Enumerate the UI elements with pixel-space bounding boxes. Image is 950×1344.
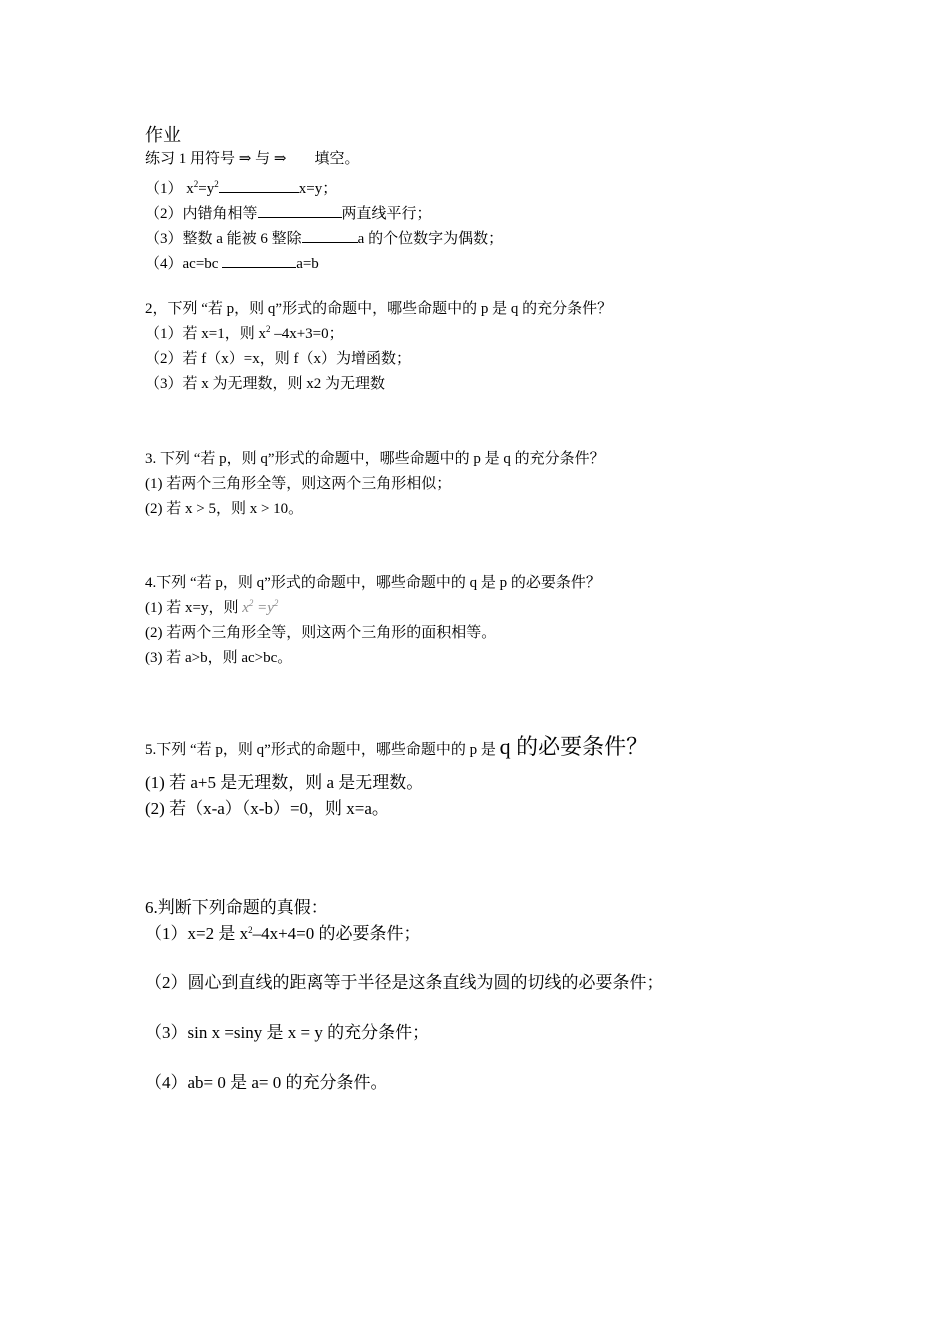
question-3-item-1: (1) 若两个三角形全等，则这两个三角形相似； [145, 476, 452, 492]
exercise-1-item-1 [145, 178, 337, 197]
item-text: 两直线平行； [341, 206, 432, 222]
math-x: x [242, 600, 249, 616]
implies-symbol: ⇒ [273, 151, 287, 167]
item-text: 5.下列 “若 p，则 q”形式的命题中，哪些命题中的 p 是 [145, 742, 500, 758]
superscript: 2 [214, 179, 219, 189]
fill-blank [219, 178, 299, 193]
question-4-item-1 [145, 598, 279, 616]
question-6-item-4: （4）ab= 0 是 a= 0 的充分条件。 [145, 1073, 388, 1092]
question-6-item-3: （3）sin x =siny 是 x = y 的充分条件； [145, 1023, 430, 1042]
item-text: （4）ac=bc [145, 256, 223, 272]
item-text: q 的必要条件？ [499, 734, 649, 759]
item-text: （1） x [145, 181, 194, 197]
superscript: 2 [193, 179, 199, 189]
item-text: （1）若 x=1，则 x [145, 326, 266, 342]
exercise-1-item-4 [145, 253, 319, 272]
exercise-1-heading [145, 152, 359, 167]
question-2-item-1 [145, 324, 344, 342]
superscript: 2 [248, 598, 254, 608]
question-3-heading: 3. 下列 “若 p，则 q”形式的命题中，哪些命题中的 p 是 q 的充分条件？ [145, 451, 605, 467]
superscript: 2 [248, 925, 253, 935]
question-4-heading: 4.下列 “若 p，则 q”形式的命题中，哪些命题中的 q 是 p 的必要条件？ [145, 575, 601, 591]
item-text: =y [198, 181, 215, 197]
question-3-item-2: (2) 若 x > 5，则 x > 10。 [145, 501, 304, 517]
exercise-1-item-3 [145, 228, 503, 247]
question-2-heading: 2，下列 “若 p，则 q”形式的命题中，哪些命题中的 p 是 q 的充分条件？ [145, 301, 613, 317]
question-5-heading [145, 736, 648, 758]
item-text: –4x+4=0 的必要条件； [252, 924, 421, 943]
question-6-heading: 6.判断下列命题的真假： [145, 898, 328, 917]
superscript: 2 [265, 324, 271, 334]
exercise-1-heading-text: 练习 1 用符号 [145, 151, 239, 167]
math-equals: = [253, 600, 268, 616]
item-text: –4x+3=0； [270, 326, 344, 342]
fill-blank [302, 228, 358, 243]
item-text: （3）整数 a 能被 6 整除 [145, 231, 302, 247]
question-6-item-1 [145, 925, 421, 942]
item-text: a=b [296, 256, 319, 272]
fill-blank [222, 253, 296, 268]
superscript: 2 [273, 598, 279, 608]
fill-blank [258, 203, 342, 218]
exercise-1-heading-and: 与 [251, 151, 274, 167]
item-text: (1) 若 x=y，则 [145, 600, 243, 616]
math-y: y [267, 600, 274, 616]
question-4-item-3: (3) 若 a>b，则 ac>bc。 [145, 650, 293, 666]
question-5-item-2: (2) 若（x-a）（x-b）=0，则 x=a。 [145, 799, 389, 818]
question-6-item-2: （2）圆心到直线的距离等于半径是这条直线为圆的切线的必要条件； [145, 973, 664, 992]
item-text: （1）x=2 是 x [145, 924, 249, 943]
exercise-1-heading-fill: 填空。 [314, 151, 360, 167]
exercise-1-item-2 [145, 203, 432, 222]
item-text: x=y； [298, 181, 338, 197]
page-title: 作业 [145, 125, 181, 146]
question-2-item-3: （3）若 x 为无理数，则 x2 为无理数 [145, 376, 386, 392]
question-4-item-2: (2) 若两个三角形全等，则这两个三角形的面积相等。 [145, 625, 497, 641]
question-2-item-2: （2）若 f（x）=x，则 f（x）为增函数； [145, 351, 411, 367]
question-5-item-1: (1) 若 a+5 是无理数，则 a 是无理数。 [145, 773, 424, 792]
item-text: （2）内错角相等 [145, 206, 258, 222]
item-text: a 的个位数字为偶数； [357, 231, 504, 247]
implies-symbol: ⇒ [238, 151, 252, 167]
